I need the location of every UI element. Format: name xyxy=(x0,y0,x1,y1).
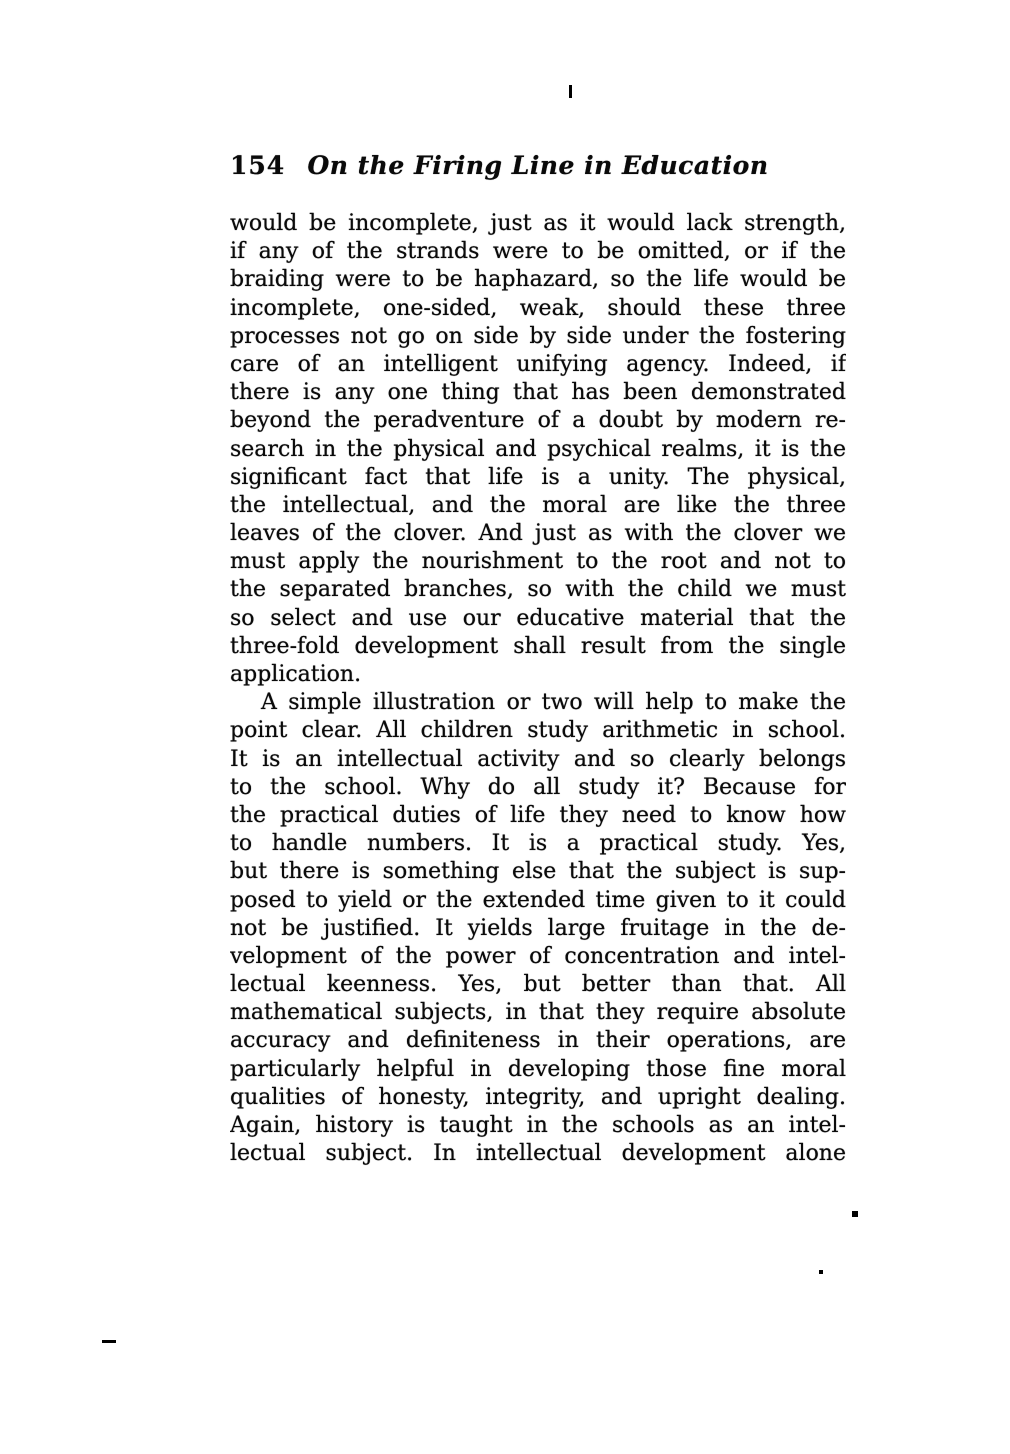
text-line: but there is something else that the subject is sup- xyxy=(230,859,846,885)
text-line: point clear. All children study arithmetic in school. xyxy=(230,718,846,744)
scan-speckle-icon xyxy=(819,1270,823,1274)
text-line: velopment of the power of concentration and intel- xyxy=(230,943,846,969)
paragraph xyxy=(230,689,846,1168)
text-line: not be justified. It yields large fruitage in the de- xyxy=(230,915,846,941)
text-line: processes not go on side by side under the fostering xyxy=(230,323,846,349)
text-line: if any of the strands were to be omitted, or if the xyxy=(230,239,846,265)
text-line: must apply the nourishment to the root and not to xyxy=(230,549,846,575)
text-line: search in the physical and psychical realms, it is the xyxy=(230,436,846,462)
text-line: care of an intelligent unifying agency. Indeed, if xyxy=(230,351,846,377)
text-line: It is an intellectual activity and so clearly belongs xyxy=(230,746,846,772)
text-line: three-fold development shall result from the single xyxy=(230,633,846,659)
text-line: the practical duties of life they need to know how xyxy=(230,802,846,828)
page-number: 154 xyxy=(230,151,286,180)
text-line: the separated branches, so with the child we must xyxy=(230,577,846,603)
text-line: to the school. Why do all study it? Because for xyxy=(230,774,846,800)
running-head xyxy=(230,150,846,182)
text-line: leaves of the clover. And just as with the clover we xyxy=(230,521,846,547)
text-line: incomplete, one-sided, weak, should these three xyxy=(230,295,846,321)
text-line: qualities of honesty, integrity, and upright dealing. xyxy=(230,1084,846,1110)
text-line: the intellectual, and the moral are like the three xyxy=(230,492,846,518)
text-line: A simple illustration or two will help to make the xyxy=(261,690,846,716)
text-line: to handle numbers. It is a practical study. Yes, xyxy=(230,831,846,857)
running-title: On the Firing Line in Education xyxy=(307,151,769,180)
text-line: would be incomplete, just as it would lack strength, xyxy=(230,211,846,236)
text-line: beyond the peradventure of a doubt by modern re- xyxy=(230,408,846,434)
text-line: Again, history is taught in the schools as an intel- xyxy=(230,1113,846,1138)
text-block xyxy=(230,150,846,1168)
text-line: application. xyxy=(230,662,362,687)
scan-speckle-icon xyxy=(852,1211,858,1217)
text-line: mathematical subjects, in that they require absolute xyxy=(230,1000,846,1026)
text-line: braiding were to be haphazard, so the life would be xyxy=(230,267,846,293)
scan-speckle-icon xyxy=(102,1340,116,1343)
text-line: significant fact that life is a unity. The physical, xyxy=(230,464,846,490)
text-line: particularly helpful in developing those fine moral xyxy=(230,1056,846,1082)
scan-speckle-icon xyxy=(569,85,572,98)
text-line: lectual subject. In intellectual development alone xyxy=(230,1141,846,1167)
paragraph xyxy=(230,210,846,689)
text-line: accuracy and definiteness in their operations, are xyxy=(230,1028,846,1054)
text-line: so select and use our educative material that the xyxy=(230,605,846,631)
text-line: posed to yield or the extended time given to it could xyxy=(230,887,846,913)
text-line: lectual keenness. Yes, but better than that. All xyxy=(230,972,846,998)
body-text xyxy=(230,210,846,1168)
text-line: there is any one thing that has been demonstrated xyxy=(230,380,846,406)
